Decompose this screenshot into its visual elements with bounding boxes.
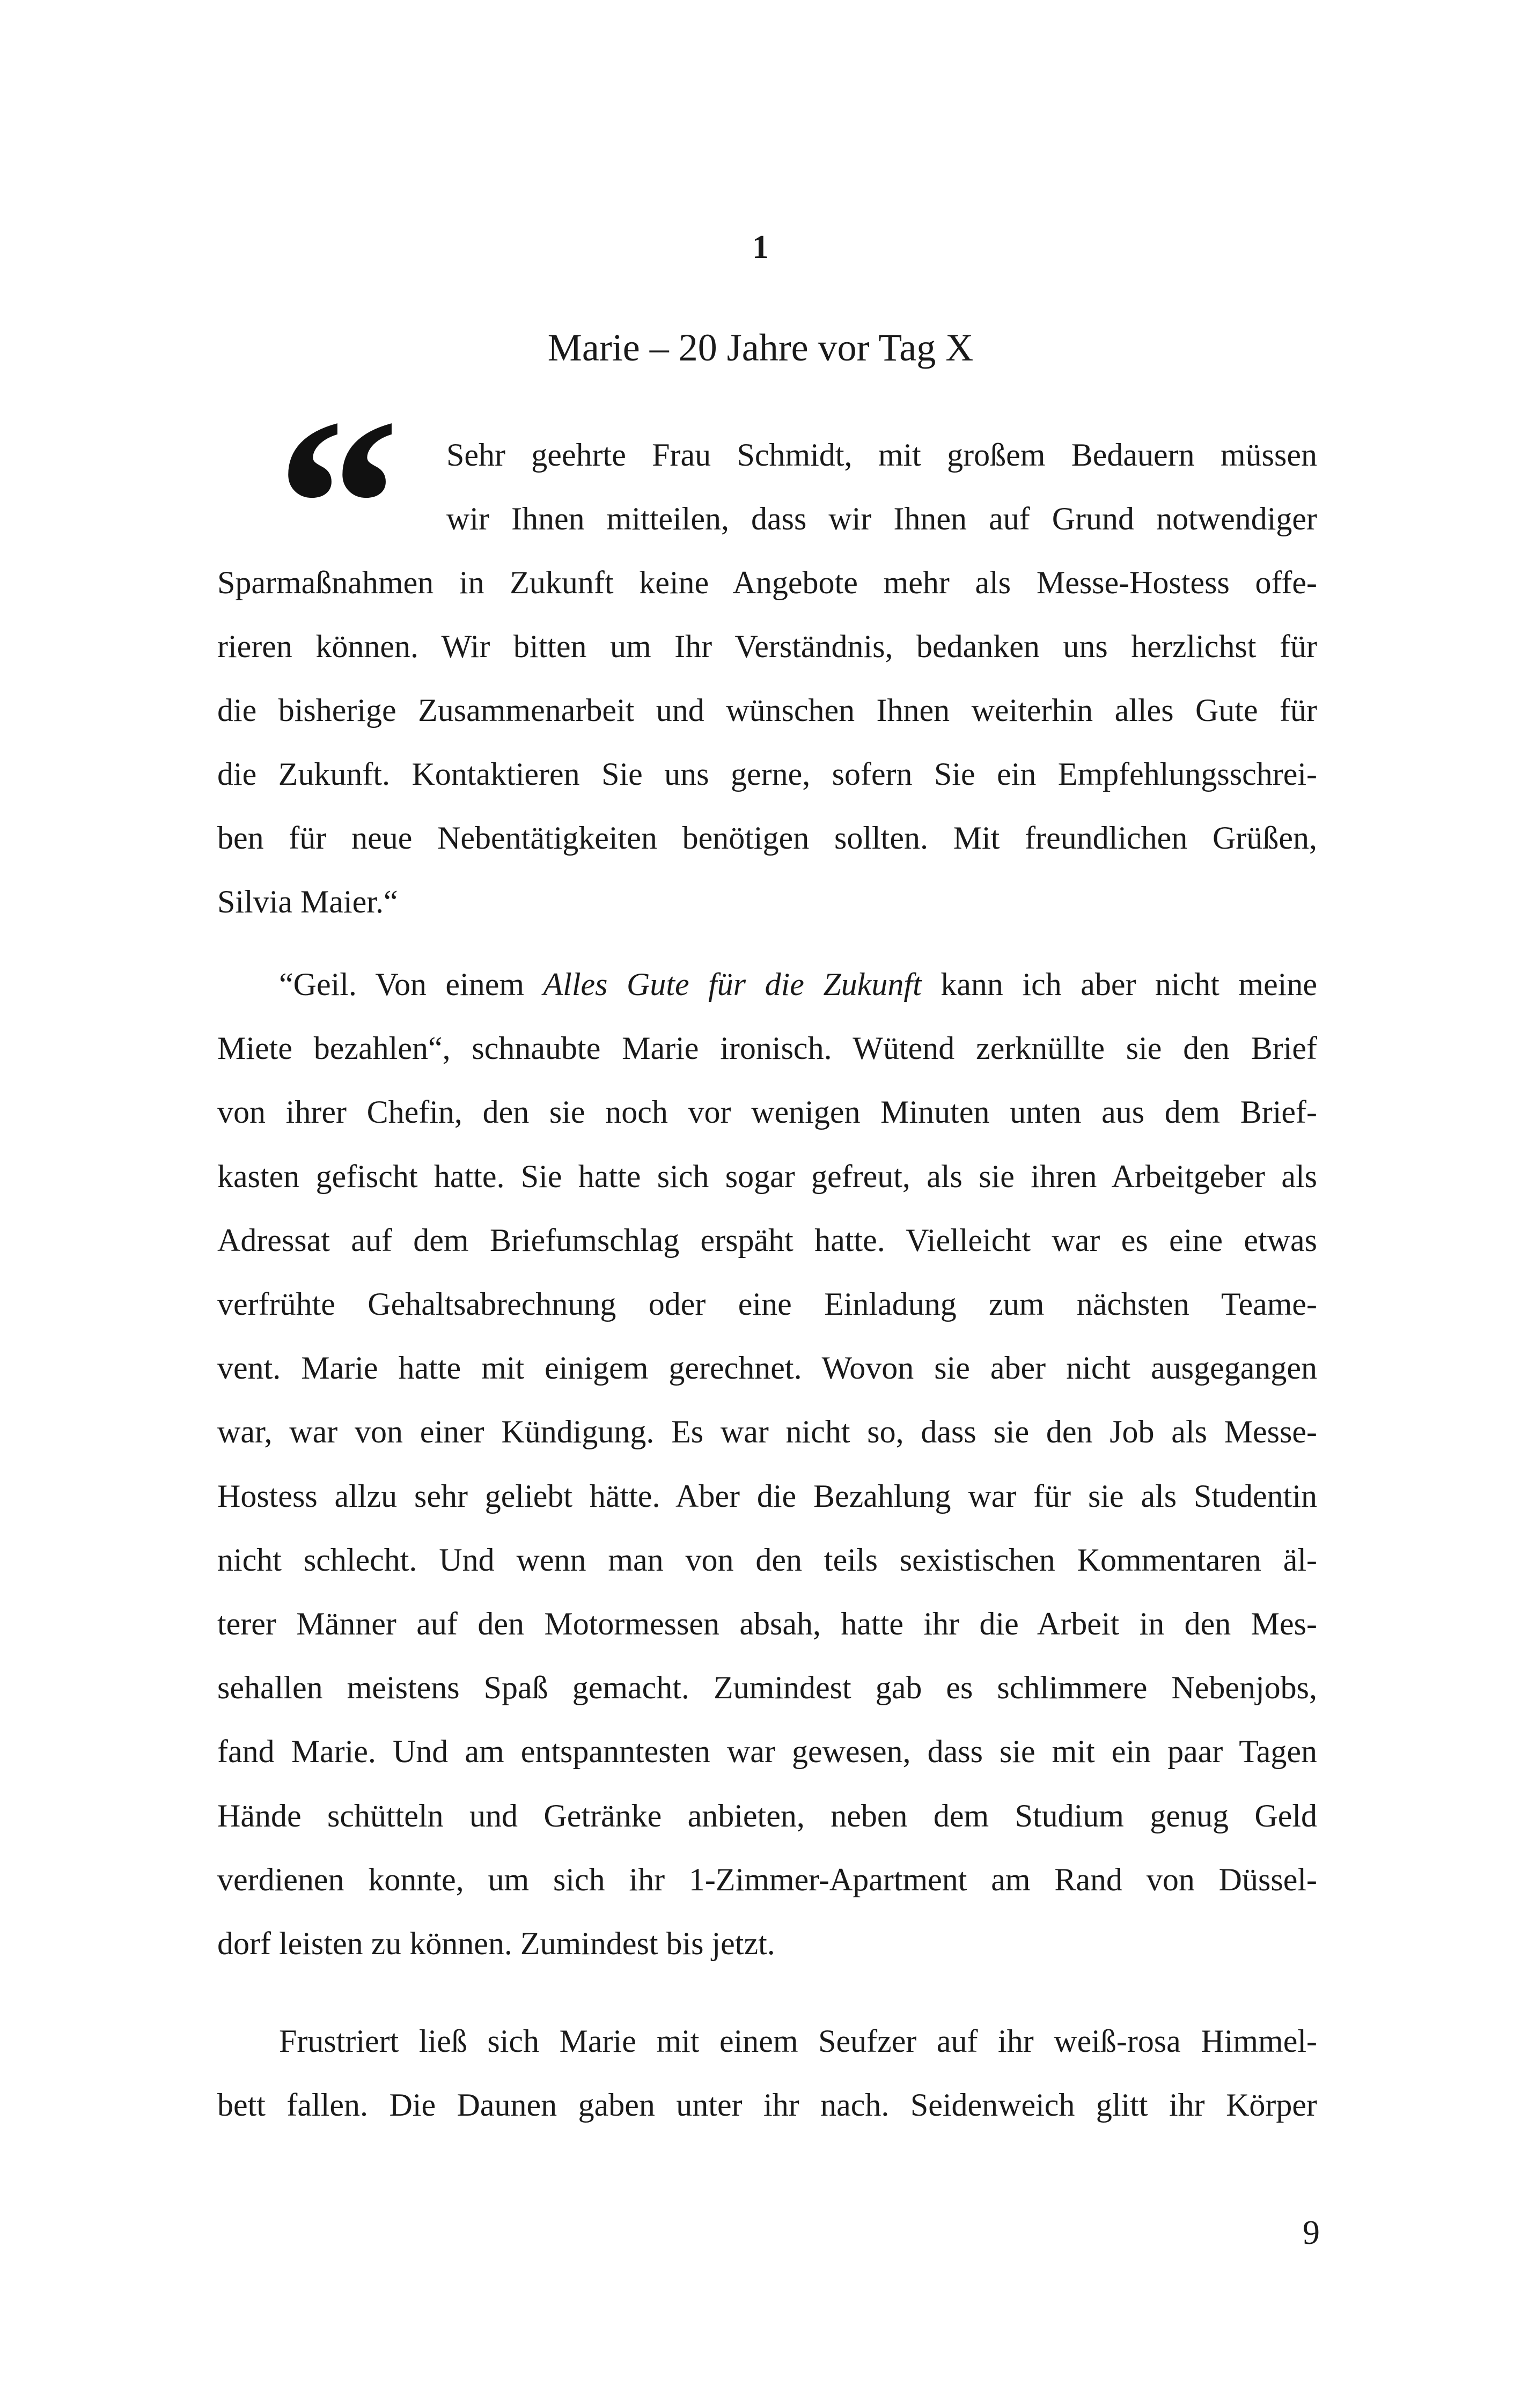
text-run: kann ich aber nicht meine	[921, 967, 1318, 1002]
chapter-number: 1	[752, 229, 769, 266]
text-line: die bisherige Zusammenarbeit und wünschen Ihnen weiterhin alles Gute für	[217, 693, 1317, 728]
text-line: Sparmaßnahmen in Zukunft keine Angebote mehr als Messe-Hostess offe-	[217, 565, 1317, 600]
text-line: die Zukunft. Kontaktieren Sie uns gerne, sofern Sie ein Empfehlungsschrei-	[217, 756, 1317, 792]
page-number: 9	[1303, 2213, 1320, 2251]
text-line: rieren können. Wir bitten um Ihr Verständnis, bedanken uns herzlichst für	[217, 629, 1317, 664]
text-line: wir Ihnen mitteilen, dass wir Ihnen auf Grund notwendiger	[446, 501, 1317, 536]
text-line: bett fallen. Die Daunen gaben unter ihr nach. Seidenweich glitt ihr Körper	[217, 2087, 1317, 2123]
text-line: Sehr geehrte Frau Schmidt, mit großem Bedauern müssen	[446, 437, 1317, 473]
text-line: Hostess allzu sehr geliebt hätte. Aber die Bezahlung war für sie als Studentin	[217, 1478, 1317, 1514]
text-line: Miete bezahlen“, schnaubte Marie ironisch. Wütend zerknüllte sie den Brief	[217, 1030, 1317, 1066]
text-line: ben für neue Nebentätigkeiten benötigen sollten. Mit freundlichen Grüßen,	[217, 820, 1317, 856]
text-line: kasten gefischt hatte. Sie hatte sich sogar gefreut, als sie ihren Arbeitgeber als	[217, 1158, 1317, 1194]
text-line: dorf leisten zu können. Zumindest bis jetzt.	[217, 1926, 775, 1961]
chapter-title: Marie – 20 Jahre vor Tag X	[547, 326, 974, 369]
text-line: sehallen meistens Spaß gemacht. Zumindest gab es schlimmere Nebenjobs,	[217, 1670, 1317, 1706]
text-line: von ihrer Chefin, den sie noch vor wenigen Minuten unten aus dem Brief-	[217, 1094, 1317, 1130]
text-line: verfrühte Gehaltsabrechnung oder eine Einladung zum nächsten Teame-	[217, 1286, 1317, 1322]
text-line	[279, 963, 1317, 1006]
text-line: nicht schlecht. Und wenn man von den teils sexistischen Kommentaren äl-	[217, 1542, 1317, 1578]
text-line: Frustriert ließ sich Marie mit einem Seufzer auf ihr weiß-rosa Himmel-	[279, 2023, 1317, 2059]
text-line: fand Marie. Und am entspanntesten war gewesen, dass sie mit ein paar Tagen	[217, 1734, 1317, 1770]
opening-quote-mark: “	[276, 367, 400, 641]
text-run: “Geil. Von einem	[279, 967, 543, 1002]
text-line: war, war von einer Kündigung. Es war nicht so, dass sie den Job als Messe-	[217, 1414, 1317, 1450]
text-line: verdienen konnte, um sich ihr 1-Zimmer-Apartment am Rand von Düssel-	[217, 1861, 1317, 1897]
text-line: vent. Marie hatte mit einigem gerechnet. Wovon sie aber nicht ausgegangen	[217, 1350, 1317, 1386]
text-line: Adressat auf dem Briefumschlag erspäht hatte. Vielleicht war es eine etwas	[217, 1222, 1317, 1258]
italic-phrase: Alles Gute für die Zukunft	[543, 967, 922, 1002]
text-line: Hände schütteln und Getränke anbieten, neben dem Studium genug Geld	[217, 1798, 1317, 1833]
text-line: terer Männer auf den Motormessen absah, hatte ihr die Arbeit in den Mes-	[217, 1606, 1317, 1641]
text-line: Silvia Maier.“	[217, 884, 398, 919]
